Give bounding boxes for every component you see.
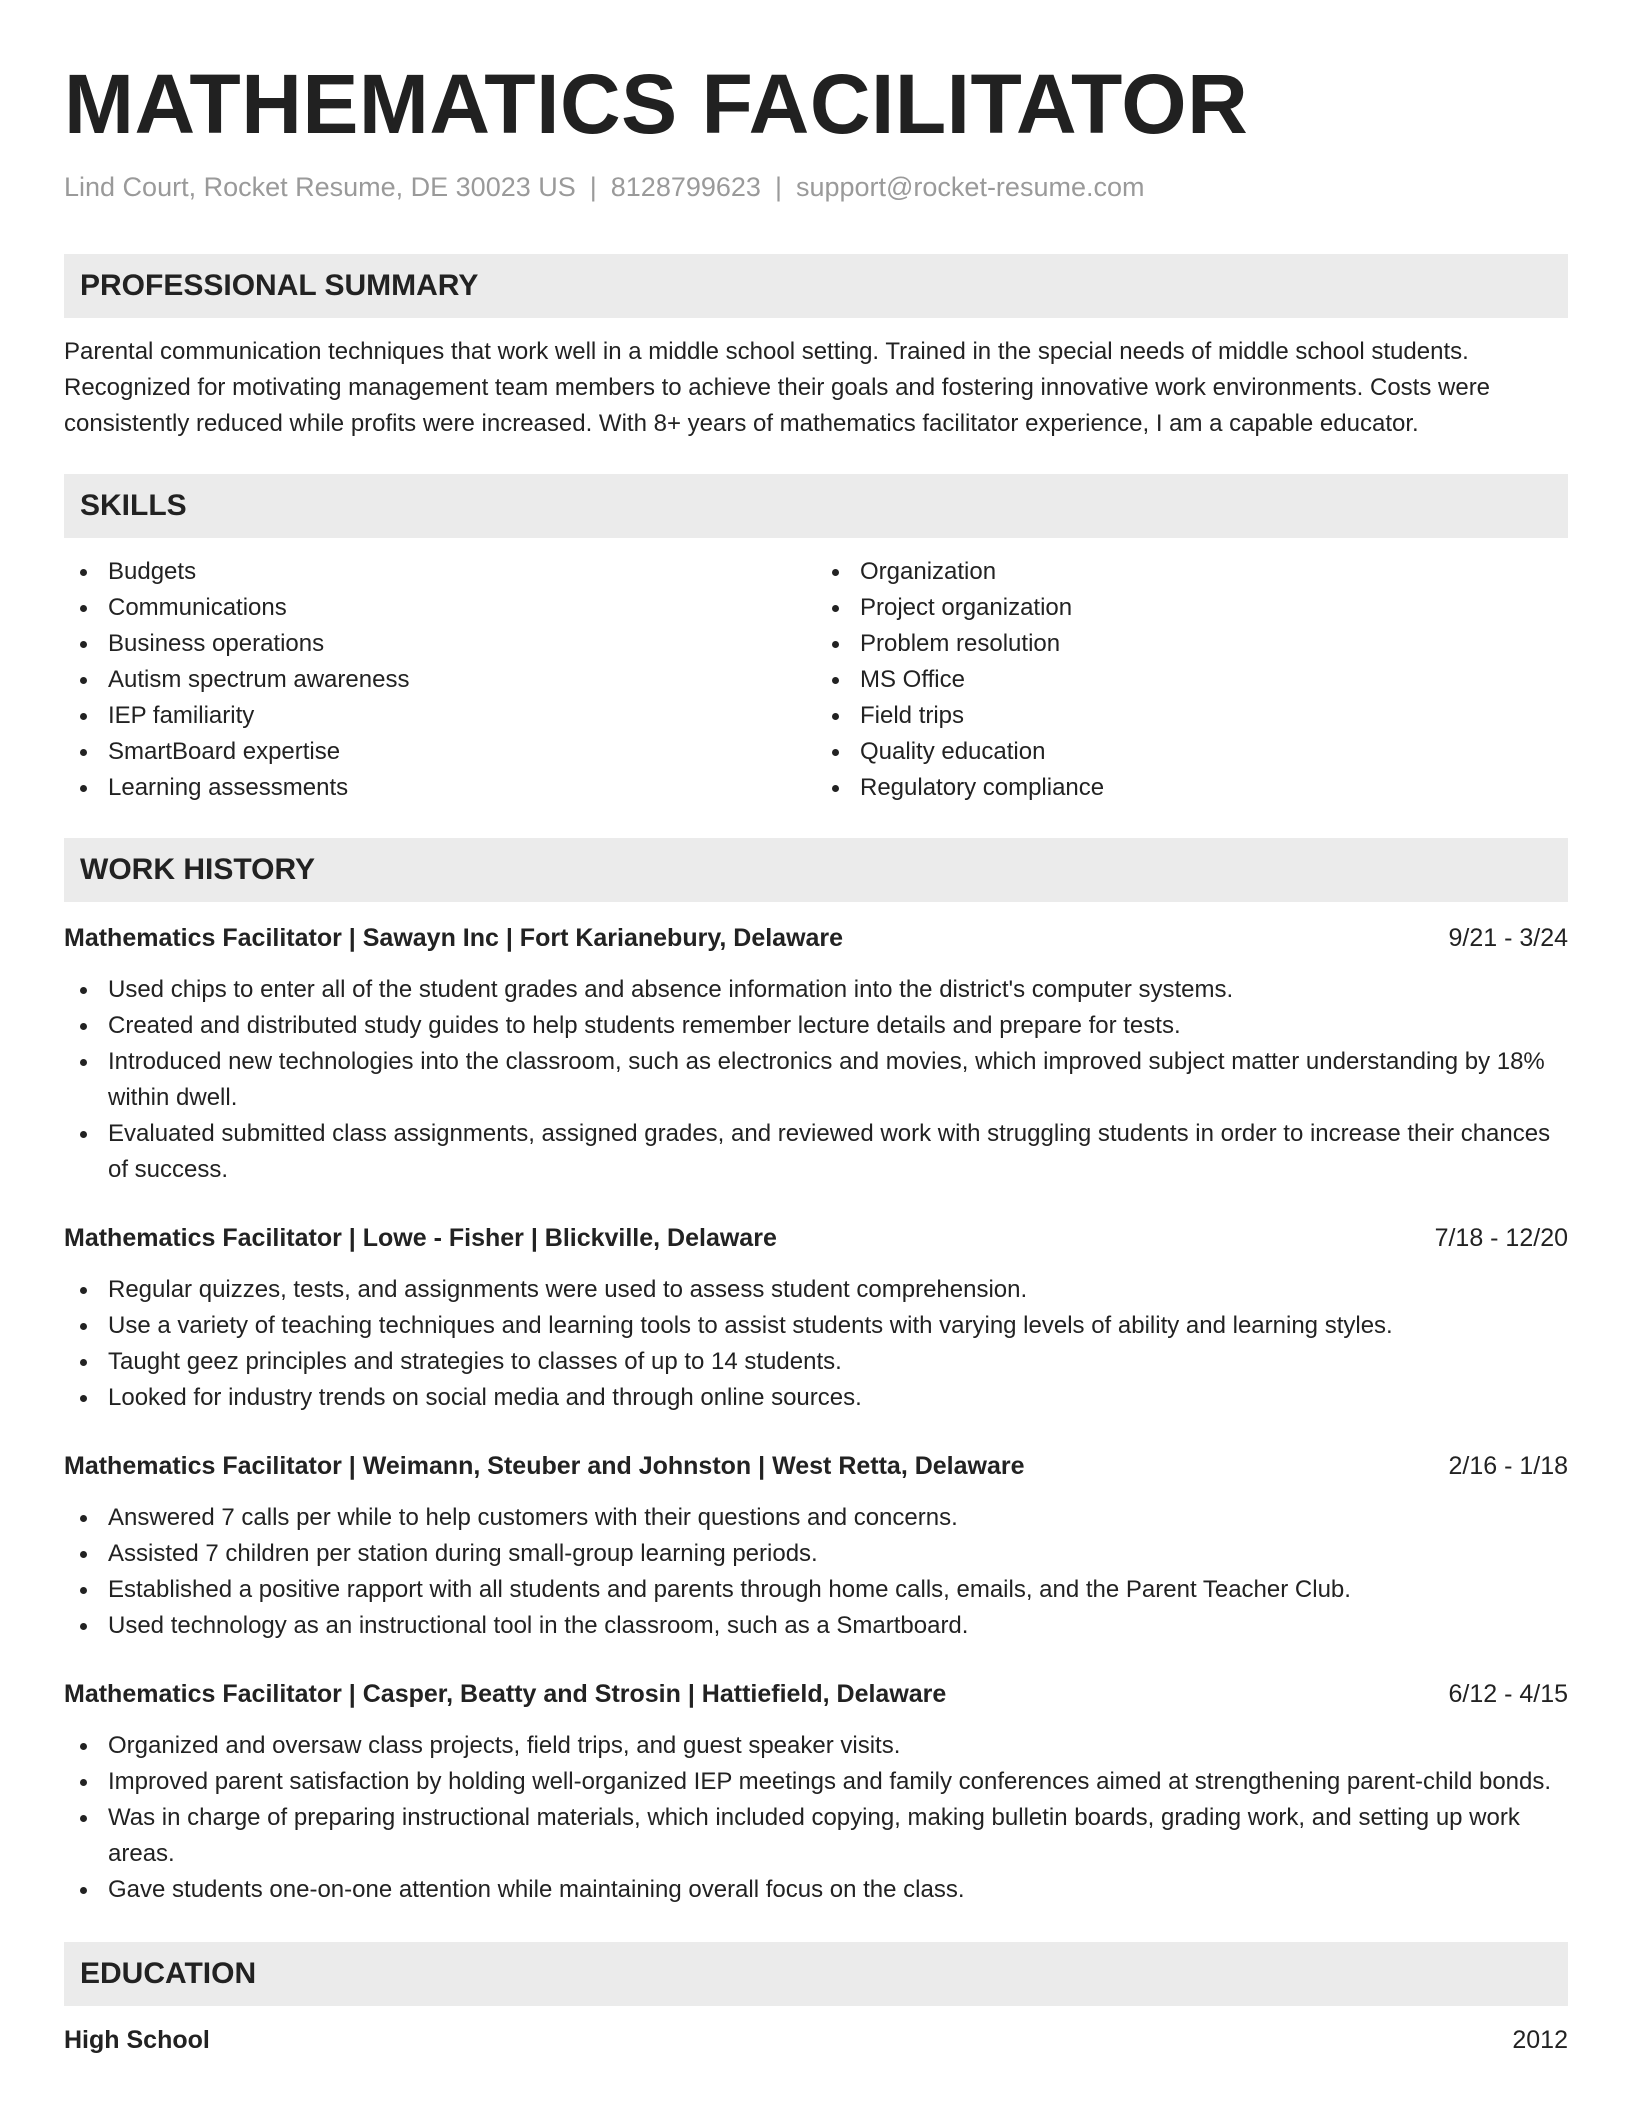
job-title: Mathematics Facilitator | Weimann, Steuber and Johnston | West Retta, Delaware <box>64 1452 1025 1480</box>
job-dates: 7/18 - 12/20 <box>1434 1224 1568 1252</box>
contact-line <box>64 170 1568 204</box>
skill-item: Regulatory compliance <box>816 770 1568 806</box>
job-bullet: Used chips to enter all of the student grades and absence information into the district's computer systems. <box>64 972 1568 1008</box>
skills-column-left <box>64 554 816 806</box>
job-bullet: Created and distributed study guides to help students remember lecture details and prepare for tests. <box>64 1008 1568 1044</box>
skill-item: Organization <box>816 554 1568 590</box>
contact-separator: | <box>774 172 782 202</box>
job-bullets <box>64 1500 1568 1644</box>
education-heading: EDUCATION <box>64 1942 1568 2006</box>
job-title: Mathematics Facilitator | Sawayn Inc | Fort Karianebury, Delaware <box>64 924 844 952</box>
job-bullet: Looked for industry trends on social media and through online sources. <box>64 1380 1568 1416</box>
education-degree: High School <box>64 2026 210 2054</box>
job-bullets <box>64 1272 1568 1416</box>
job-entry <box>64 1676 1568 1908</box>
skill-item: Communications <box>64 590 816 626</box>
job-bullet: Improved parent satisfaction by holding well-organized IEP meetings and family conferences aimed at strengthening parent-child bonds. <box>64 1764 1568 1800</box>
contact-address: Lind Court, Rocket Resume, DE 30023 US <box>64 172 576 202</box>
job-bullet: Regular quizzes, tests, and assignments were used to assess student comprehension. <box>64 1272 1568 1308</box>
job-title: Mathematics Facilitator | Casper, Beatty and Strosin | Hattiefield, Delaware <box>64 1680 947 1708</box>
job-bullet: Used technology as an instructional tool in the classroom, such as a Smartboard. <box>64 1608 1568 1644</box>
skill-item: Project organization <box>816 590 1568 626</box>
skill-item: Field trips <box>816 698 1568 734</box>
job-bullet: Evaluated submitted class assignments, assigned grades, and reviewed work with struggling students in order to increase their chances of success. <box>64 1116 1568 1188</box>
job-bullets <box>64 1728 1568 1908</box>
job-bullet: Introduced new technologies into the classroom, such as electronics and movies, which improved subject matter understanding by 18% within dwell. <box>64 1044 1568 1116</box>
job-bullet: Taught geez principles and strategies to classes of up to 14 students. <box>64 1344 1568 1380</box>
job-header <box>64 1448 1568 1484</box>
work-history-heading: WORK HISTORY <box>64 838 1568 902</box>
job-bullet: Use a variety of teaching techniques and learning tools to assist students with varying levels of ability and learning styles. <box>64 1308 1568 1344</box>
job-entry <box>64 920 1568 1188</box>
contact-phone: 8128799623 <box>610 172 761 202</box>
job-header <box>64 1220 1568 1256</box>
summary-text: Parental communication techniques that work well in a middle school setting. Trained in the special needs of middle school students. Recognized for motivating management team members to achieve their goals and fostering innovative work environments. Costs were consistently reduced while profits were increased. With 8+ years of mathematics facilitator experience, I am a capable educator. <box>64 338 1491 437</box>
job-bullet: Answered 7 calls per while to help customers with their questions and concerns. <box>64 1500 1568 1536</box>
skill-item: IEP familiarity <box>64 698 816 734</box>
skills-list <box>64 554 1568 806</box>
education-year: 2012 <box>1512 2026 1568 2054</box>
job-header <box>64 920 1568 956</box>
skill-item: SmartBoard expertise <box>64 734 816 770</box>
job-entry <box>64 1448 1568 1644</box>
skill-item: Budgets <box>64 554 816 590</box>
skill-item: Problem resolution <box>816 626 1568 662</box>
skill-item: Autism spectrum awareness <box>64 662 816 698</box>
job-bullet: Organized and oversaw class projects, field trips, and guest speaker visits. <box>64 1728 1568 1764</box>
job-dates: 6/12 - 4/15 <box>1448 1680 1568 1708</box>
job-bullet: Gave students one-on-one attention while maintaining overall focus on the class. <box>64 1872 1568 1908</box>
skills-heading: SKILLS <box>64 474 1568 538</box>
contact-separator: | <box>589 172 597 202</box>
job-bullets <box>64 972 1568 1188</box>
skill-item: MS Office <box>816 662 1568 698</box>
job-dates: 2/16 - 1/18 <box>1448 1452 1568 1480</box>
job-bullet: Was in charge of preparing instructional materials, which included copying, making bulletin boards, grading work, and setting up work areas. <box>64 1800 1568 1872</box>
job-title: Mathematics Facilitator | Lowe - Fisher | Blickville, Delaware <box>64 1224 777 1252</box>
job-header <box>64 1676 1568 1712</box>
education-entry <box>64 2022 1568 2058</box>
summary-heading: PROFESSIONAL SUMMARY <box>64 254 1568 318</box>
contact-email: support@rocket-resume.com <box>795 172 1145 202</box>
skill-item: Quality education <box>816 734 1568 770</box>
job-bullet: Established a positive rapport with all students and parents through home calls, emails, and the Parent Teacher Club. <box>64 1572 1568 1608</box>
skill-item: Learning assessments <box>64 770 816 806</box>
candidate-name: MATHEMATICS FACILITATOR <box>64 57 1249 151</box>
skills-column-right <box>816 554 1568 806</box>
skill-item: Business operations <box>64 626 816 662</box>
job-dates: 9/21 - 3/24 <box>1448 924 1568 952</box>
job-bullet: Assisted 7 children per station during small-group learning periods. <box>64 1536 1568 1572</box>
job-entry <box>64 1220 1568 1416</box>
